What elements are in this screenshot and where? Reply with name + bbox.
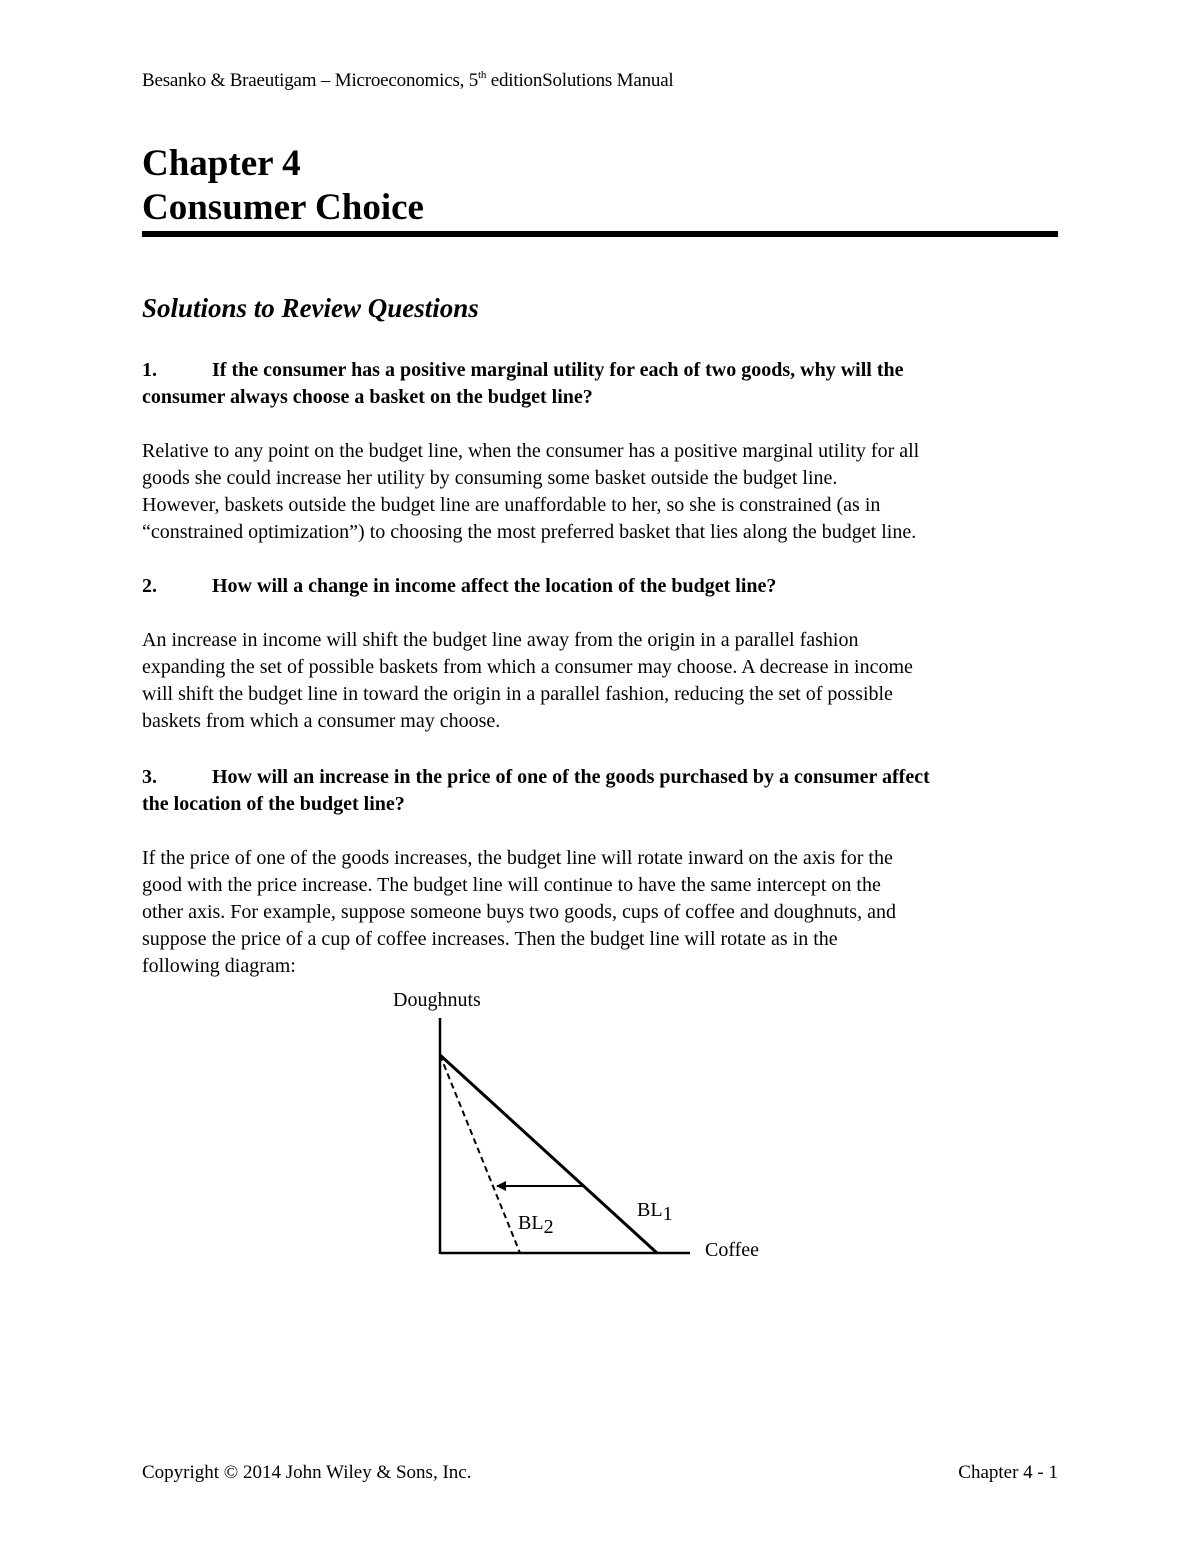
answer-line: suppose the price of a cup of coffee increases. Then the budget line will rotate as in the	[142, 928, 838, 950]
answer-line: Relative to any point on the budget line, when the consumer has a positive marginal utility for all	[142, 440, 920, 462]
answer-line: “constrained optimization”) to choosing the most preferred basket that lies along the budget line.	[142, 521, 917, 543]
chapter-title: Consumer Choice	[142, 187, 424, 228]
answer-line: following diagram:	[142, 955, 296, 977]
question-text-line-1: How will an increase in the price of one of the goods purchased by a consumer affect	[212, 766, 930, 788]
question-number: 1.	[142, 359, 157, 381]
answer-line: If the price of one of the goods increases, the budget line will rotate inward on the axis for the	[142, 847, 893, 869]
question-text-line-2: the location of the budget line?	[142, 793, 405, 815]
budget-line-bl2	[440, 1055, 520, 1253]
answer-line: other axis. For example, suppose someone buys two goods, cups of coffee and doughnuts, and	[142, 901, 896, 923]
section-title: Solutions to Review Questions	[142, 293, 479, 323]
question-text-line-1: How will a change in income affect the location of the budget line?	[212, 575, 777, 597]
answer-line: goods she could increase her utility by consuming some basket outside the budget line.	[142, 467, 838, 489]
y-axis-label: Doughnuts	[393, 989, 481, 1011]
answer-line: will shift the budget line in toward the origin in a parallel fashion, reducing the set of possible	[142, 683, 893, 705]
question-number: 3.	[142, 766, 157, 788]
answer-line: baskets from which a consumer may choose.	[142, 710, 501, 732]
bl1-label: BL1	[637, 1199, 673, 1225]
bl2-label: BL2	[518, 1212, 554, 1238]
footer-page-number: Chapter 4 - 1	[958, 1462, 1058, 1483]
answer-line: An increase in income will shift the budget line away from the origin in a parallel fashion	[142, 629, 859, 651]
chapter-number: Chapter 4	[142, 143, 301, 184]
answer-line: good with the price increase. The budget line will continue to have the same intercept on the	[142, 874, 881, 896]
running-header-text: Besanko & Braeutigam – Microeconomics, 5	[142, 70, 479, 91]
answer-line: However, baskets outside the budget line are unaffordable to her, so she is constrained (as in	[142, 494, 881, 516]
question-text-line-2: consumer always choose a basket on the budget line?	[142, 386, 593, 408]
running-header-suffix: editionSolutions Manual	[486, 70, 674, 91]
question-text-line-1: If the consumer has a positive marginal utility for each of two goods, why will the	[212, 359, 904, 381]
footer-copyright: Copyright © 2014 John Wiley & Sons, Inc.	[142, 1462, 472, 1483]
x-axis-label: Coffee	[705, 1239, 760, 1261]
edition-superscript: th	[478, 69, 487, 81]
answer-line: expanding the set of possible baskets from which a consumer may choose. A decrease in income	[142, 656, 913, 678]
question-number: 2.	[142, 575, 157, 597]
